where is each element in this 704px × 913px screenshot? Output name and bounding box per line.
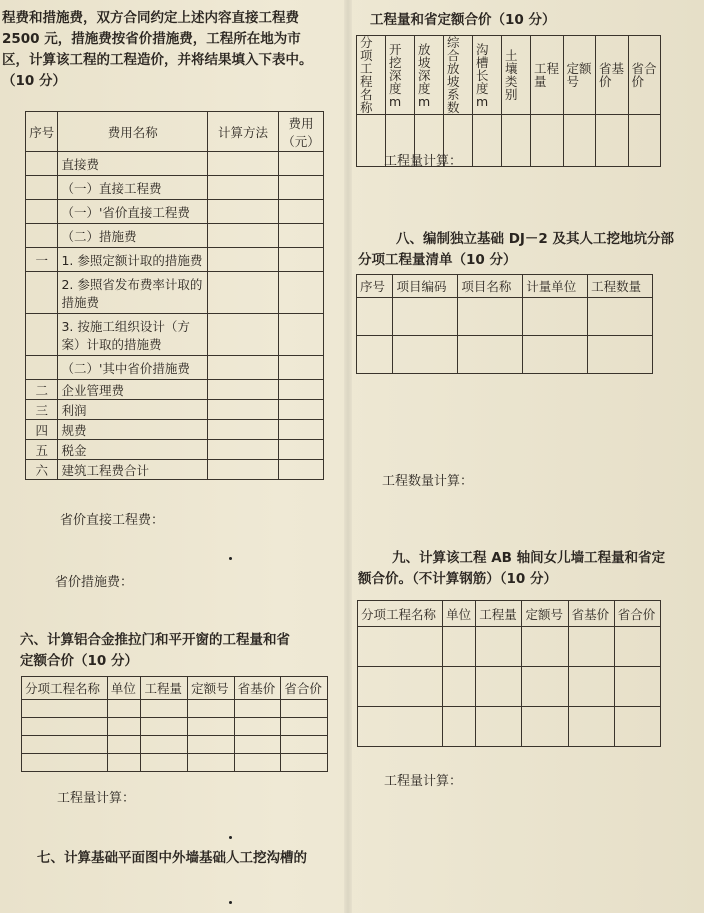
ink-dot [229,901,232,904]
q8-line: 分项工程量清单（10 分） [358,252,517,268]
q6-line: 定额合价（10 分） [20,653,138,669]
row-no: 四 [26,420,58,440]
q6-header: 省合价 [281,677,328,700]
row-name: 1. 参照定额计取的措施费 [58,248,208,272]
q6-header: 工程量 [141,677,188,700]
row-name: 建筑工程费合计 [58,460,208,480]
q6-qty-label: 工程量计算： [57,791,136,806]
q6-header: 单位 [107,677,141,700]
q8-header: 计量单位 [523,275,588,298]
row-no: 六 [26,460,58,480]
row-no [26,272,58,314]
q8-table [356,274,653,374]
q6-header: 分项工程名称 [22,677,108,700]
q8-header: 项目名称 [458,275,523,298]
intro-line: 2500 元，措施费按省价措施费，工程所在地为市 [2,31,301,47]
row-no [26,356,58,380]
q9-header: 定额号 [522,601,568,627]
col-header-method: 计算方法 [208,112,279,152]
q8-header: 工程数量 [588,275,653,298]
q8-qty-label: 工程数量计算： [382,474,474,489]
trench-header: 土壤类别 [502,36,531,115]
row-name: （二）'其中省价措施费 [58,356,208,380]
row-no [26,224,58,248]
trench-header: 沟槽长度 m [473,36,502,115]
cost-table [25,111,324,480]
row-no: 一 [26,248,58,272]
row-name: 规费 [58,420,208,440]
trench-header: 分项工程名称 [357,36,386,115]
trench-header: 工程量 [531,36,564,115]
q8-header: 序号 [357,275,393,298]
row-name: （一）直接工程费 [58,176,208,200]
q9-header: 省基价 [568,601,614,627]
trench-table [356,35,661,167]
ink-dot [229,836,232,839]
q9-header: 工程量 [476,601,522,627]
prov-measure-label: 省价措施费： [55,575,134,590]
col-header-amount: 费用（元） [278,112,323,152]
row-name: （二）措施费 [58,224,208,248]
prov-direct-label: 省价直接工程费： [60,513,165,528]
q9-header: 分项工程名称 [358,601,443,627]
right-column [352,0,704,913]
trench-qty-label: 工程量计算： [384,154,463,169]
q7-heading: 七、计算基础平面图中外墙基础人工挖沟槽的 [37,850,307,866]
row-no [26,176,58,200]
trench-header: 省合价 [628,36,661,115]
ink-dot [229,557,232,560]
row-no [26,200,58,224]
col-header-no: 序号 [26,112,58,152]
row-no: 三 [26,400,58,420]
intro-line: 程费和措施费，双方合同约定上述内容直接工程费 [2,10,299,26]
row-no [26,314,58,356]
row-name: 税金 [58,440,208,460]
q9-qty-label: 工程量计算： [384,774,463,789]
trench-header: 开挖深度 m [386,36,415,115]
q6-header: 定额号 [188,677,235,700]
q9-header: 单位 [443,601,476,627]
q6-heading [20,630,340,672]
left-column [0,0,345,913]
row-name: 2. 参照省发布费率计取的措施费 [58,272,208,314]
intro-paragraph [2,8,342,92]
q9-heading [358,548,702,590]
q9-header: 省合价 [614,601,660,627]
q8-heading [358,229,701,271]
q8-header: 项目编码 [393,275,458,298]
row-no: 五 [26,440,58,460]
q9-line: 九、计算该工程 AB 轴间女儿墙工程量和省定 [392,550,666,566]
trench-header: 放坡深度 m [415,36,444,115]
q8-line: 八、编制独立基础 DJ－2 及其人工挖地坑分部 [396,231,675,247]
q9-line: 额合价。（不计算钢筋）（10 分） [358,571,557,587]
row-name: 利润 [58,400,208,420]
q6-header: 省基价 [234,677,281,700]
q9-table [357,600,661,747]
page-gutter [344,0,352,913]
q6-table [21,676,328,772]
row-name: （一）'省价直接工程费 [58,200,208,224]
row-name: 直接费 [58,152,208,176]
row-no: 二 [26,380,58,400]
trench-header: 综合放坡系数 [444,36,473,115]
trench-header: 定额号 [563,36,596,115]
row-no [26,152,58,176]
intro-line: 区，计算该工程的工程造价，并将结果填入下表中。 [2,52,313,68]
q6-line: 六、计算铝合金推拉门和平开窗的工程量和省 [20,632,290,648]
row-name: 企业管理费 [58,380,208,400]
col-header-name: 费用名称 [58,112,208,152]
intro-line: （10 分） [2,73,66,89]
q7-continuation: 工程量和省定额合价（10 分） [370,12,556,28]
trench-header: 省基价 [596,36,629,115]
row-name: 3. 按施工组织设计（方案）计取的措施费 [58,314,208,356]
